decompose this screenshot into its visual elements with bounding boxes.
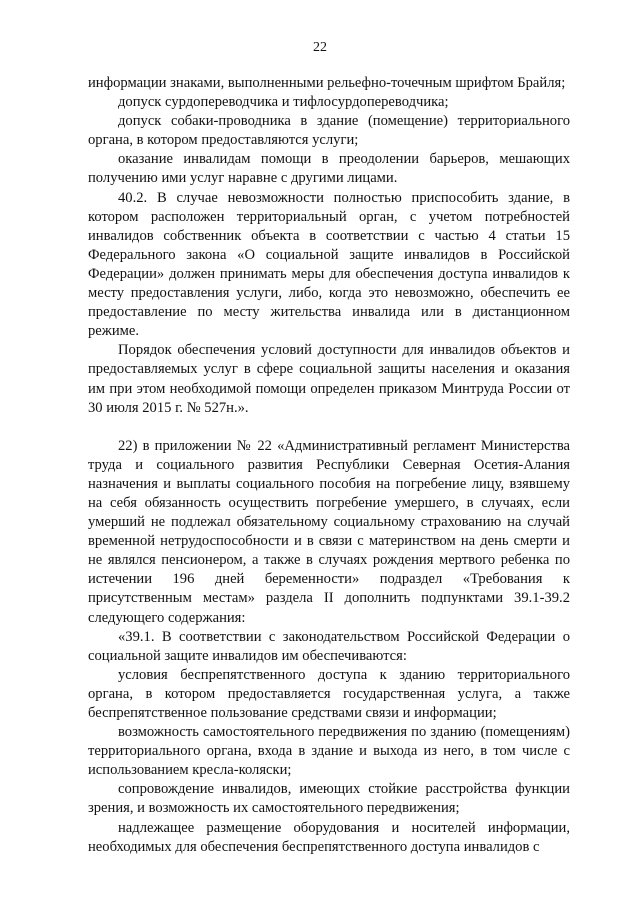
paragraph-equipment-placement: надлежащее размещение оборудования и носителей информации, необходимых для обеспечения беспрепятственного доступа инвалидов с — [88, 819, 570, 855]
page-number: 22 — [313, 40, 327, 55]
paragraph-escort: сопровождение инвалидов, имеющих стойкие расстройства функции зрения, и возможность их самостоятельного передвижения; — [88, 781, 570, 817]
paragraph-assistance: оказание инвалидам помощи в преодолении барьеров, мешающих получению ими услуг наравне с другими лицами. — [88, 151, 570, 187]
paragraph-40-2: 40.2. В случае невозможности полностью приспособить здание, в котором расположен территориальный орган, с учетом потребностей инвалидов собственник объекта в соответствии с частью 4 статьи 15 Федерального закона «О социальной защите инвалидов в Российской Федерации» должен принимать меры для обеспечения доступа инвалидов к месту предоставления услуги, либо, когда это невозможно, обеспечить ее предоставление по месту жительства инвалида или в дистанционном режиме. — [88, 189, 570, 340]
paragraph-independent-movement: возможность самостоятельного передвижения по зданию (помещениям) территориального органа, входа в здание и выхода из него, в том числе с использованием кресла-коляски; — [88, 724, 570, 779]
document-body — [88, 74, 570, 857]
paragraph-access-conditions: условия беспрепятственного доступа к зданию территориального органа, в котором предоставляется государственная услуга, а также беспрепятственное пользование средствами связи и информации; — [88, 666, 570, 721]
paragraph-braille-info: информации знаками, выполненными рельефно-точечным шрифтом Брайля; — [88, 75, 566, 91]
paragraph-spacer — [88, 418, 570, 437]
paragraph-item-22: 22) в приложении № 22 «Административный регламент Министерства труда и социального развития Республики Северная Осетия-Алания назначения и выплаты социального пособия на погребение лицу, взявшему на себя обязанность осуществить погребение умершего, в случаях, если умерший не подлежал обязательному социальному страхованию на случай временной нетрудоспособности и в связи с материнством на день смерти и не являлся пенсионером, а также в случаях рождения мертвого ребенка по истечении 196 дней беременности» подраздел «Требования к присутственным местам» раздела II дополнить подпунктами 39.1-39.2 следующего содержания: — [88, 437, 570, 626]
paragraph-39-1: «39.1. В соответствии с законодательством Российской Федерации о социальной защите инвалидов им обеспечиваются: — [88, 628, 570, 664]
paragraph-sign-interpreter: допуск сурдопереводчика и тифлосурдопереводчика; — [118, 94, 449, 111]
paragraph-guide-dog: допуск собаки-проводника в здание (помещение) территориального органа, в котором предоставляются услуги; — [88, 113, 570, 149]
paragraph-order-reference: Порядок обеспечения условий доступности для инвалидов объектов и предоставляемых услуг в сфере социальной защиты населения и оказания им при этом необходимой помощи определен приказом Минтруда России от 30 июля 2015 г. № 527н.». — [88, 342, 570, 416]
